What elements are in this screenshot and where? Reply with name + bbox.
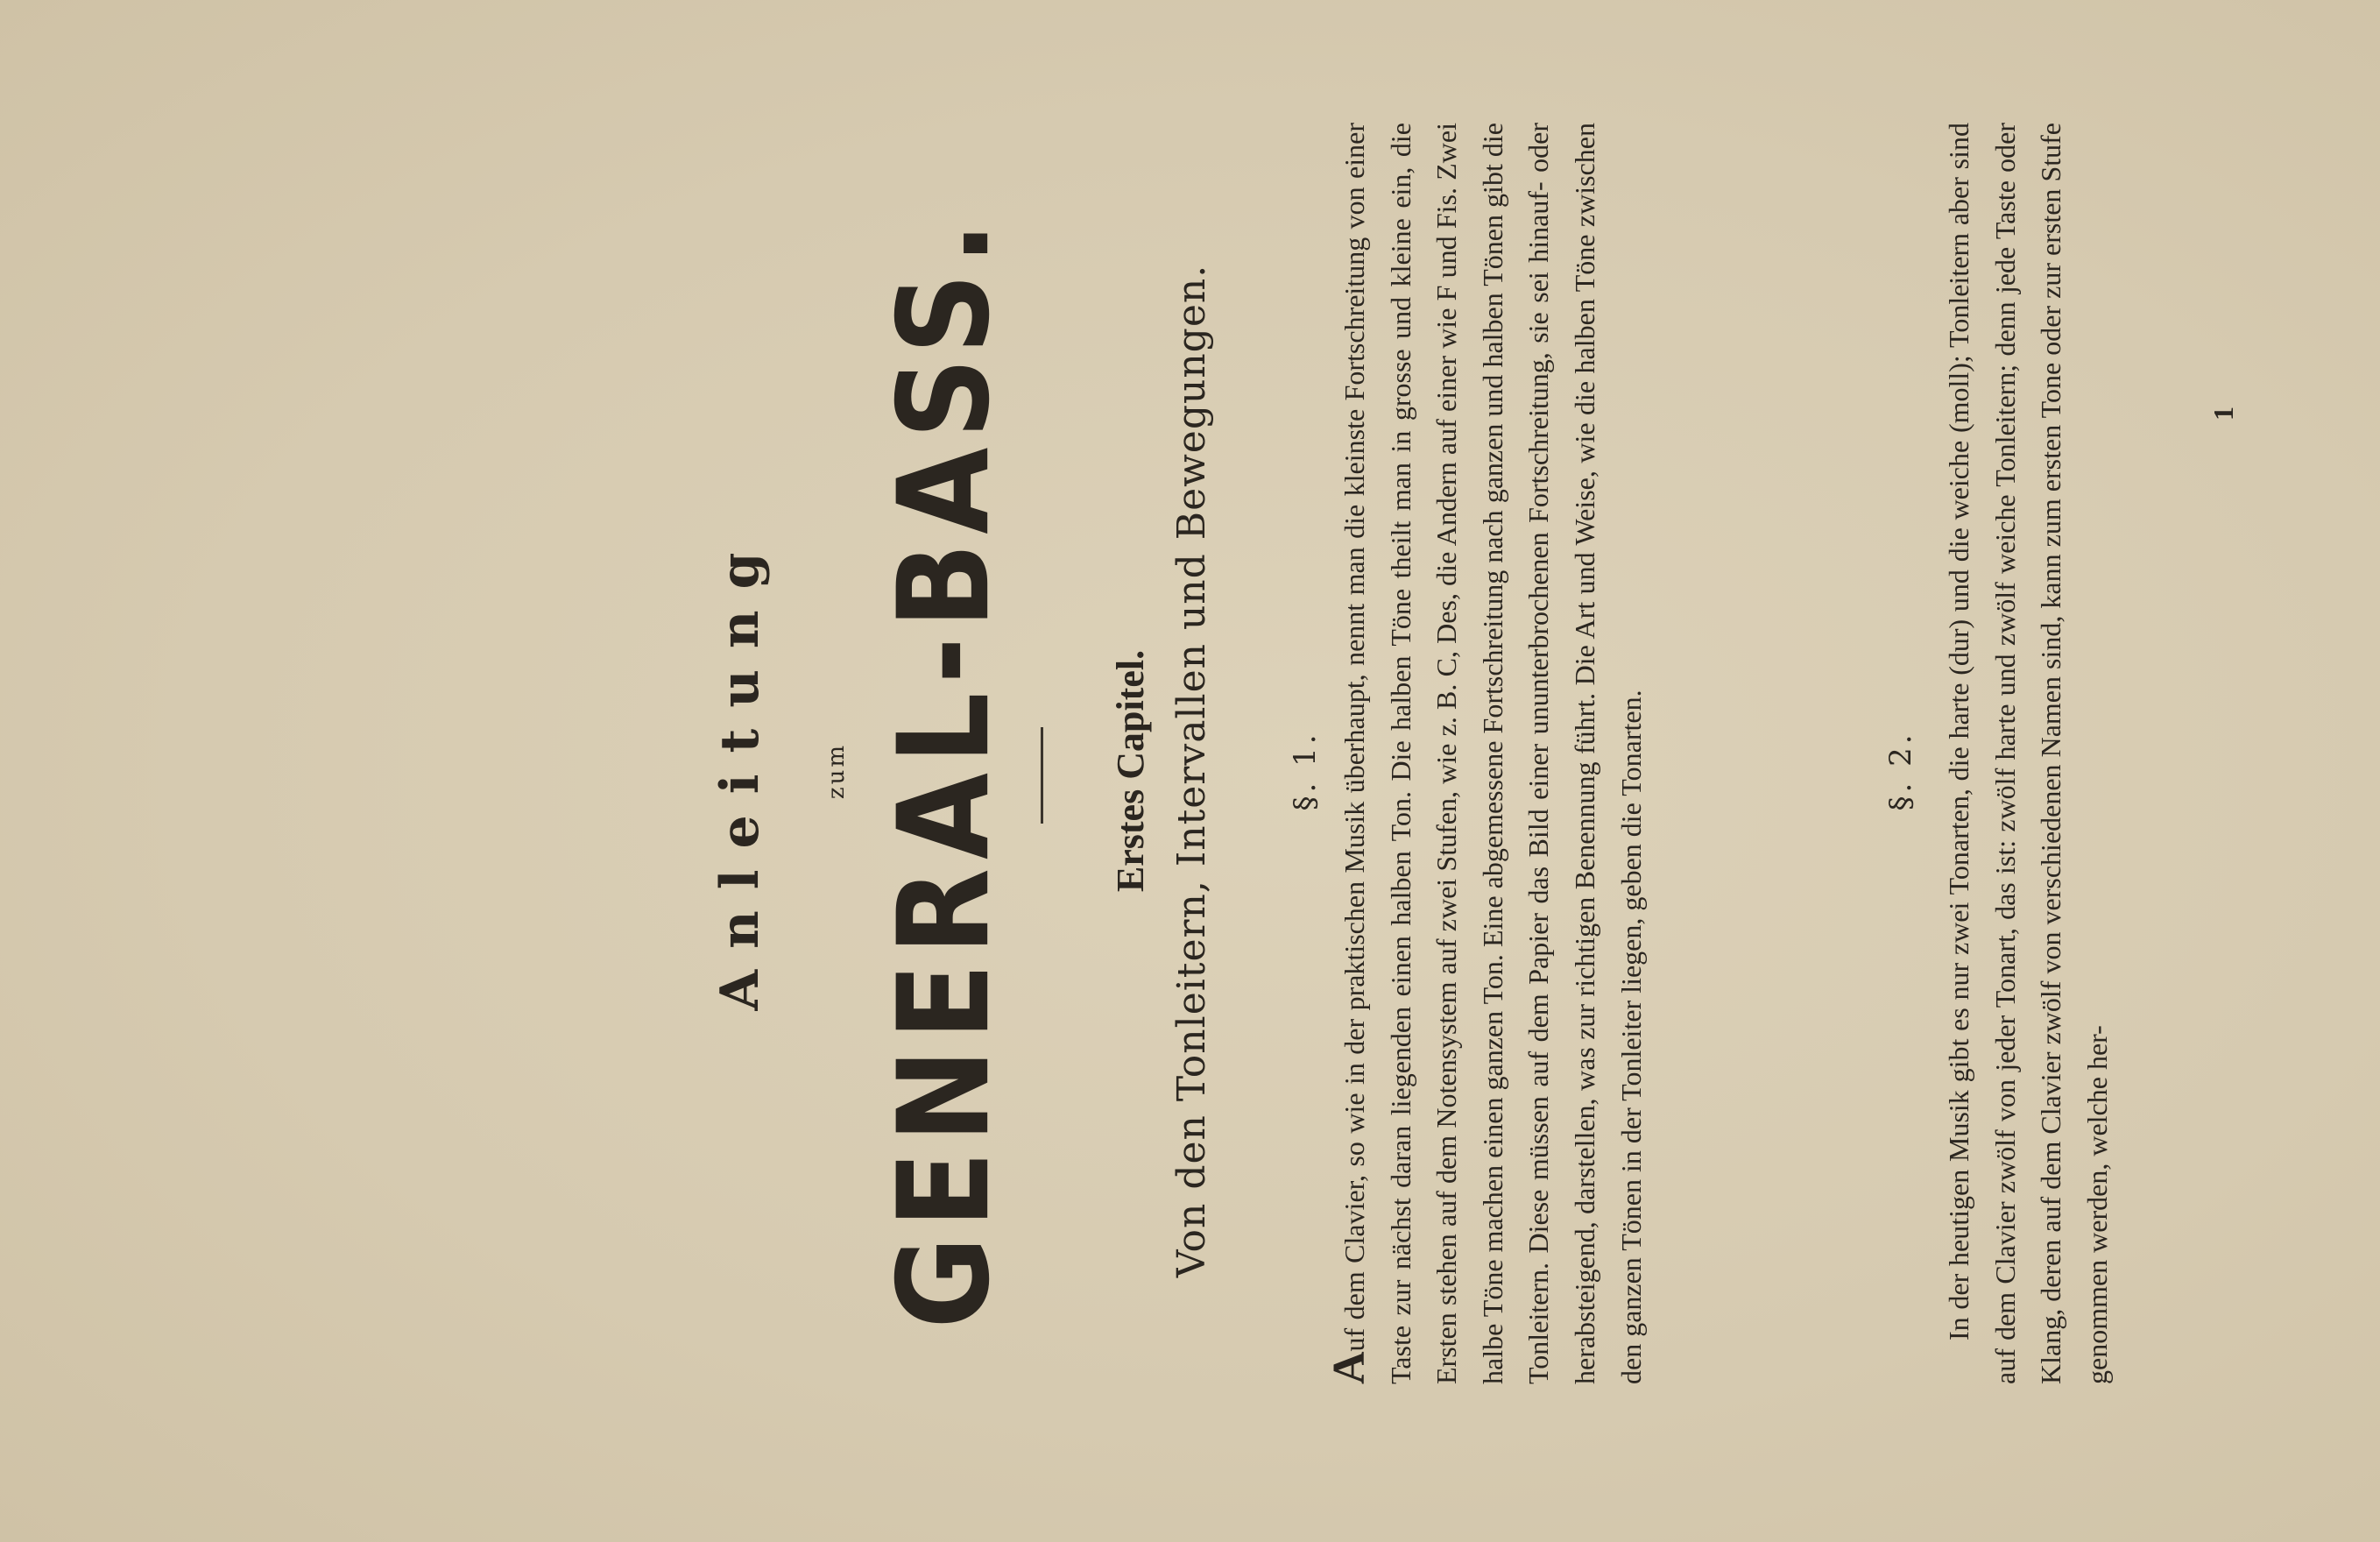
title-general-bass: GENERAL-BASS. (872, 213, 1018, 1329)
title-anleitung: Anleitung (710, 531, 771, 1011)
section-2-paragraph: In der heutigen Musik gibt es nur zwei Tonarten, die harte (dur) und die weiche (moll); Tonleitern aber sind auf dem Clavier zwölf von jeder Tonart, das ist: zwölf harte und zwölf weiche Tonleitern; denn jede Taste oder Klang, deren auf dem Clavier zwölf von verschiedenen Namen sind, kann zum ersten Tone oder zur ersten Stufe genommen werden, welche her- (1943, 123, 2113, 1384)
section-1-paragraph (1324, 123, 1654, 1384)
chapter-heading: Erstes Capitel. (1109, 649, 1152, 893)
chapter-subtitle: Von den Tonleitern, Intervallen und Bewegungen. (1169, 264, 1214, 1278)
title-connector: zum (823, 742, 850, 800)
section-1-text: uf dem Clavier, so wie in der praktischen Musik überhaupt, nennt man die kleinste Fortschreitung von einer Taste zur nächst daran liegenden einen halben Ton. Die halben Töne theilt man in grosse und kleine ein, die Ersten stehen auf dem Notensystem auf zwei Stufen, wie z. B. C, Des, die Andern auf einer wie F und Fis. Zwei halbe Töne machen einen ganzen Ton. Eine abgemessene Fortschreitung nach ganzen und halben Tönen gibt die Tonleitern. Diese müssen auf dem Papier das Bild einer ununterbrochenen Fortschreitung, sie sei hinauf- oder herabsteigend, darstellen, was zur richtigen Benennung führt. Die Art und Weise, wie die halben Töne zwischen den ganzen Tönen in der Tonleiter liegen, geben die Tonarten. (1338, 123, 1647, 1384)
section-1-heading: §. 1. (1288, 731, 1323, 811)
page-number: 1 (2207, 407, 2239, 421)
section-2-heading: §. 2. (1883, 731, 1918, 811)
divider-rule (1041, 727, 1043, 824)
drop-cap: A (1324, 1351, 1374, 1384)
